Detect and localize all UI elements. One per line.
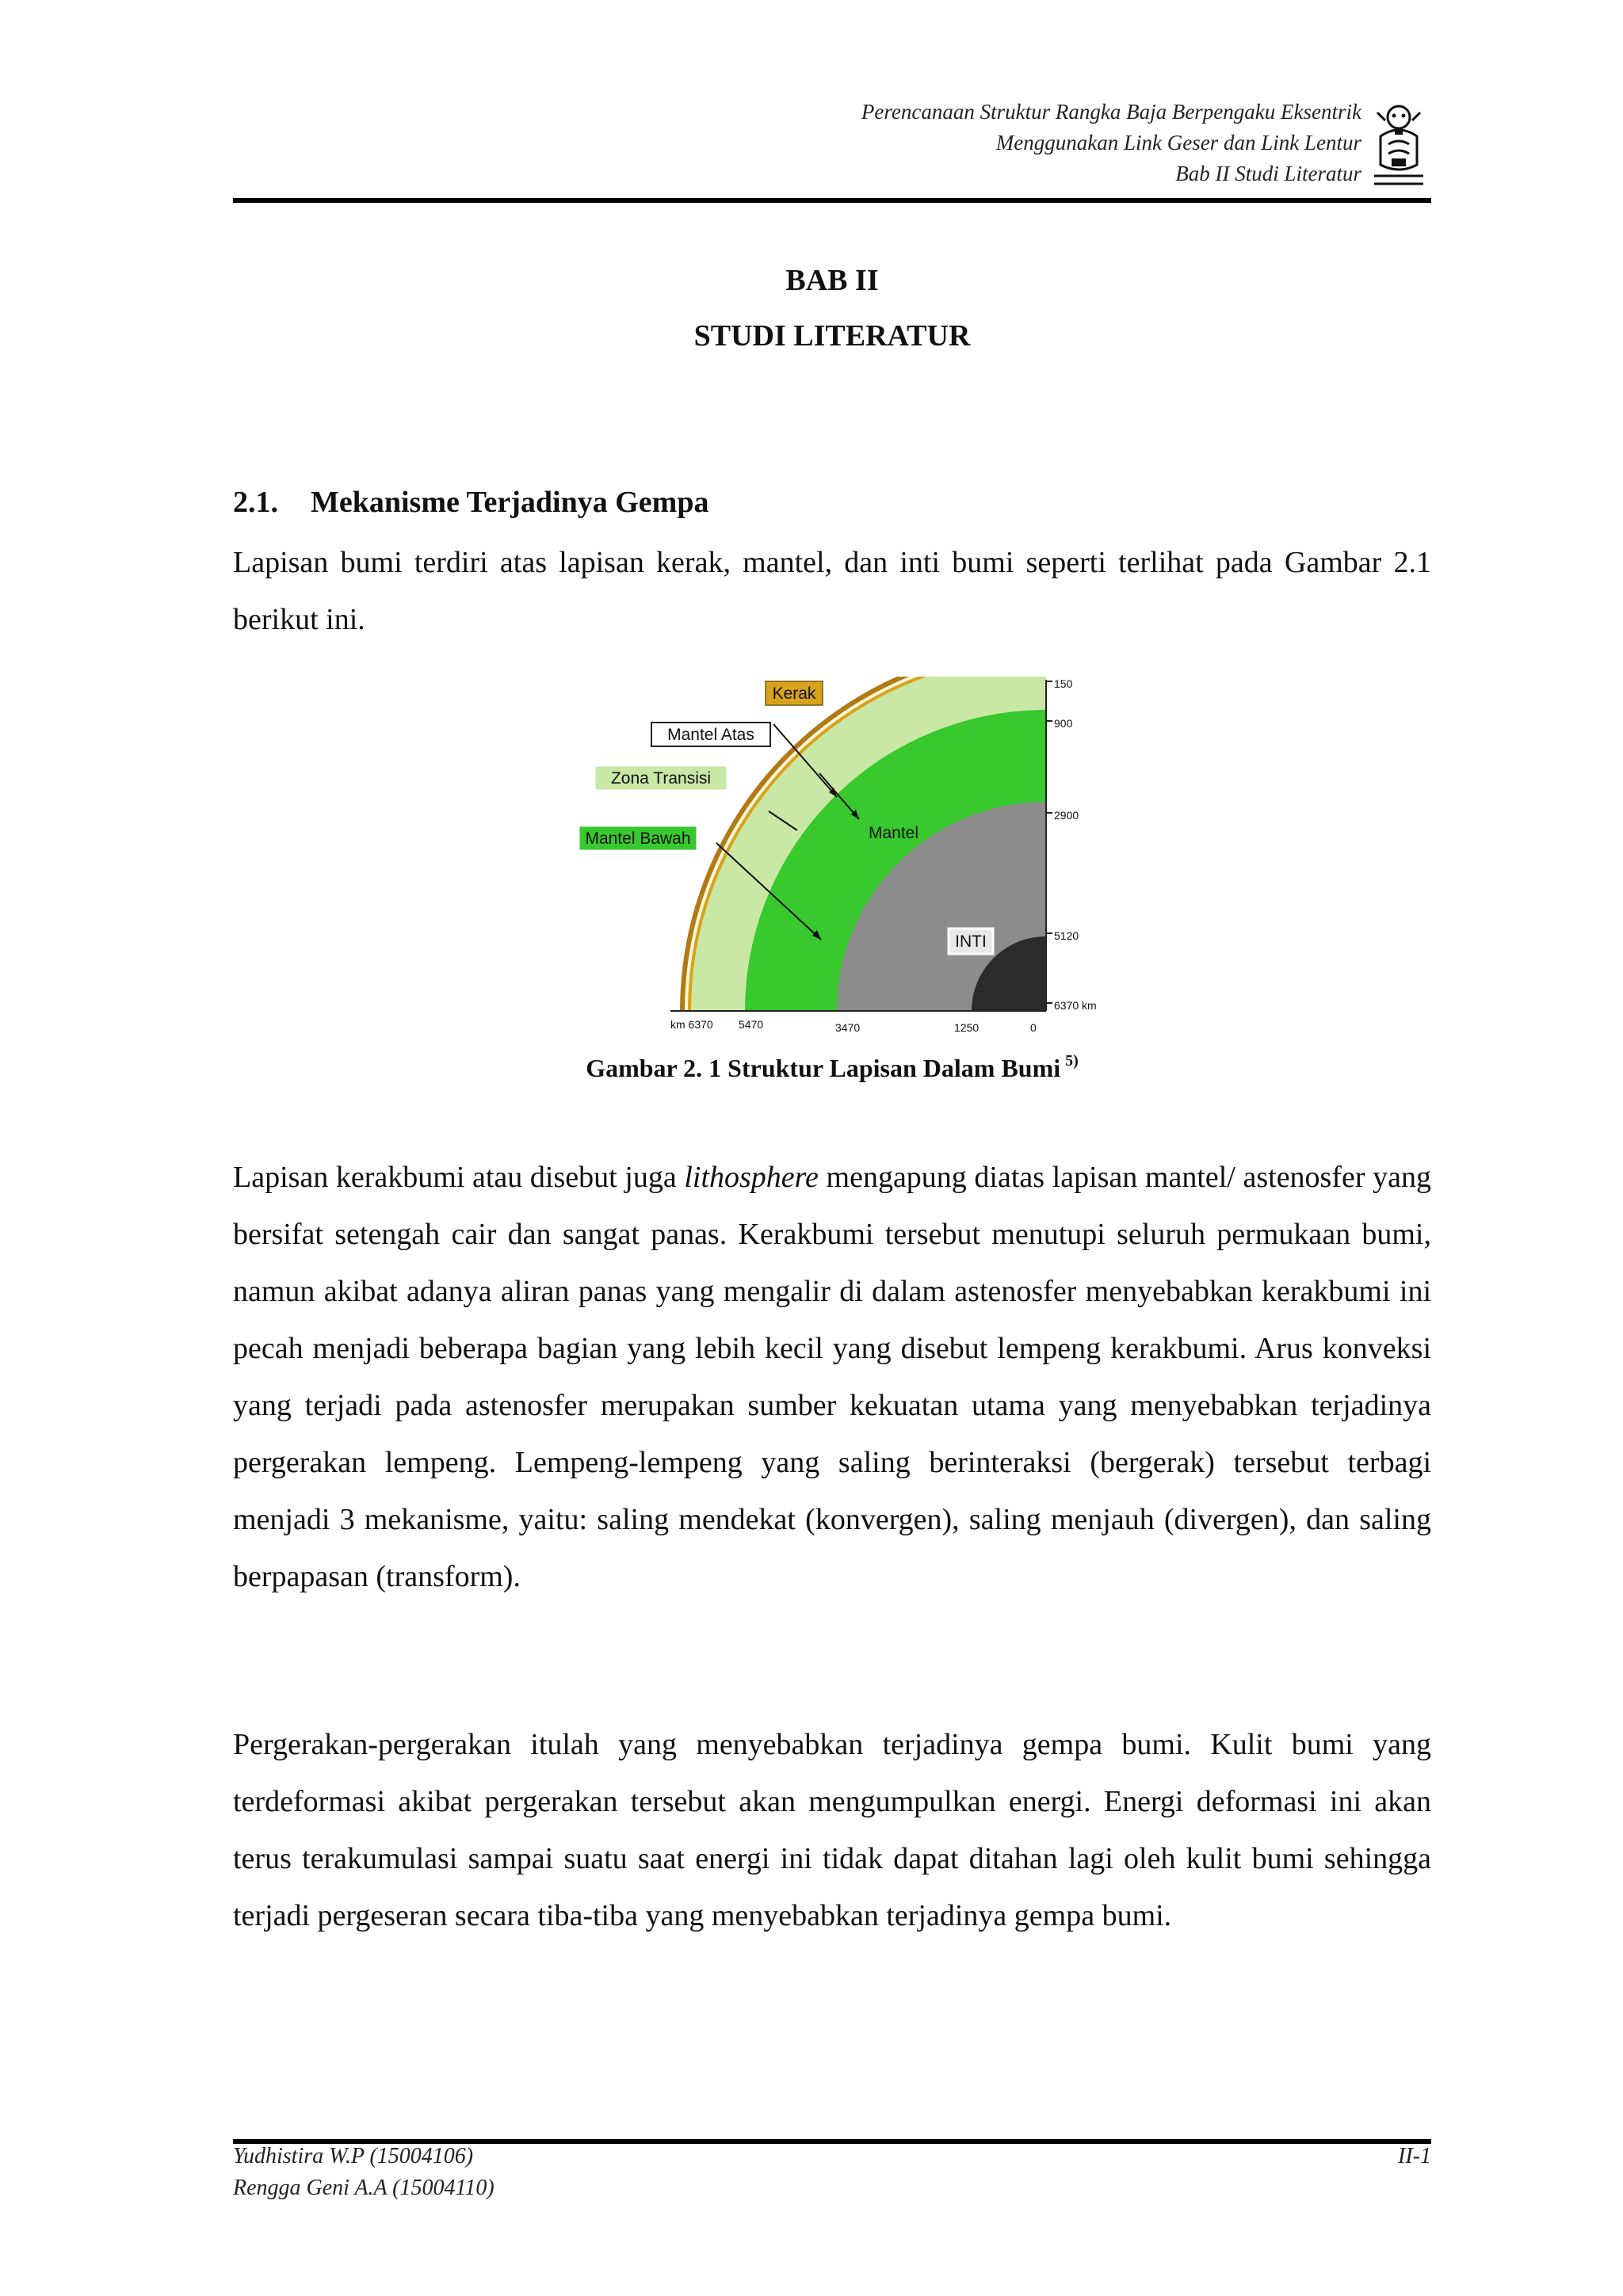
- depth-tick-label: 2900: [1054, 809, 1079, 822]
- italic-term: lithosphere: [684, 1161, 819, 1194]
- mantel-atas-label: Mantel Atas: [667, 726, 754, 744]
- header-title-line2: Menggunakan Link Geser dan Link Lentur: [995, 131, 1361, 154]
- radius-tick-label: 1250: [954, 1021, 980, 1034]
- figure-caption-reference: 5): [1065, 1052, 1079, 1070]
- section-heading: [233, 485, 708, 520]
- header-chapter-line: Bab II Studi Literatur: [1175, 162, 1361, 185]
- university-logo: [1368, 97, 1430, 193]
- depth-tick-label: 5120: [1054, 929, 1079, 942]
- header-title-line1: Perencanaan Struktur Rangka Baja Berpengaku Eksentrik: [861, 100, 1361, 124]
- mantel-bawah-label: Mantel Bawah: [585, 830, 691, 848]
- inti-label: INTI: [955, 933, 987, 951]
- mantel-label: Mantel: [869, 824, 919, 842]
- depth-tick-label: 900: [1054, 717, 1073, 730]
- zona-transisi-label: Zona Transisi: [610, 769, 712, 788]
- intro-paragraph: Lapisan bumi terdiri atas lapisan kerak, mantel, dan inti bumi seperti terlihat pada Gambar 2.1 berikut ini.: [233, 546, 1431, 636]
- radius-tick-label: 0: [1030, 1021, 1037, 1034]
- radius-tick-label: 3470: [835, 1021, 861, 1034]
- footer-authors: [233, 2141, 495, 2204]
- section-title: Mekanisme Terjadinya Gempa: [311, 486, 709, 519]
- header-rule: [233, 198, 1431, 203]
- radius-tick-label: 5470: [739, 1018, 764, 1031]
- figure-caption: [233, 1052, 1431, 1083]
- depth-tick-label: 150: [1054, 677, 1073, 690]
- figure-caption-text: Gambar 2. 1 Struktur Lapisan Dalam Bumi: [586, 1054, 1061, 1082]
- paragraph-text: Lapisan kerakbumi atau disebut juga: [233, 1161, 685, 1194]
- radius-tick-label: km 6370: [670, 1018, 713, 1031]
- paragraph-lithosphere: [233, 1149, 1431, 1605]
- earth-layers-figure: [567, 670, 1098, 1038]
- chapter-number: BAB II: [785, 264, 879, 297]
- depth-tick-label: 6370 km: [1054, 999, 1097, 1012]
- paragraph-earthquake: Pergerakan-pergerakan itulah yang menyebabkan terjadinya gempa bumi. Kulit bumi yang terdeformasi akibat pergerakan tersebut akan mengumpulkan energi. Energi deformasi ini akan terus terakumulasi sampai suatu saat energi ini tidak dapat ditahan lagi oleh kulit bumi sehingga terjadi pergeseran secara tiba-tiba yang menyebabkan terjadinya gempa bumi.: [233, 1728, 1431, 1932]
- kerak-label: Kerak: [772, 685, 816, 703]
- section-number: 2.1.: [233, 486, 278, 519]
- chapter-title: STUDI LITERATUR: [693, 319, 971, 353]
- paragraph-text: mengapung diatas lapisan mantel/ astenosfer yang bersifat setengah cair dan sangat panas. Kerakbumi tersebut menutupi seluruh permukaan bumi, namun akibat adanya aliran panas yang mengalir di dalam astenosfer menyebabkan kerakbumi ini pecah menjadi beberapa bagian yang lebih kecil yang disebut lempeng kerakbumi. Arus konveksi yang terjadi pada astenosfer merupakan sumber kekuatan utama yang menyebabkan terjadinya pergerakan lempeng. Lempeng-lempeng yang saling berinteraksi (bergerak) tersebut terbagi menjadi 3 mekanisme, yaitu: saling mendekat (konvergen), saling menjauh (divergen), dan saling berpapasan (transform).: [233, 1161, 1431, 1593]
- footer-author-2: Rengga Geni A.A (15004110): [233, 2176, 495, 2200]
- footer-author-1: Yudhistira W.P (15004106): [233, 2144, 474, 2168]
- page-number: II-1: [1398, 2144, 1431, 2168]
- running-header: [792, 97, 1361, 189]
